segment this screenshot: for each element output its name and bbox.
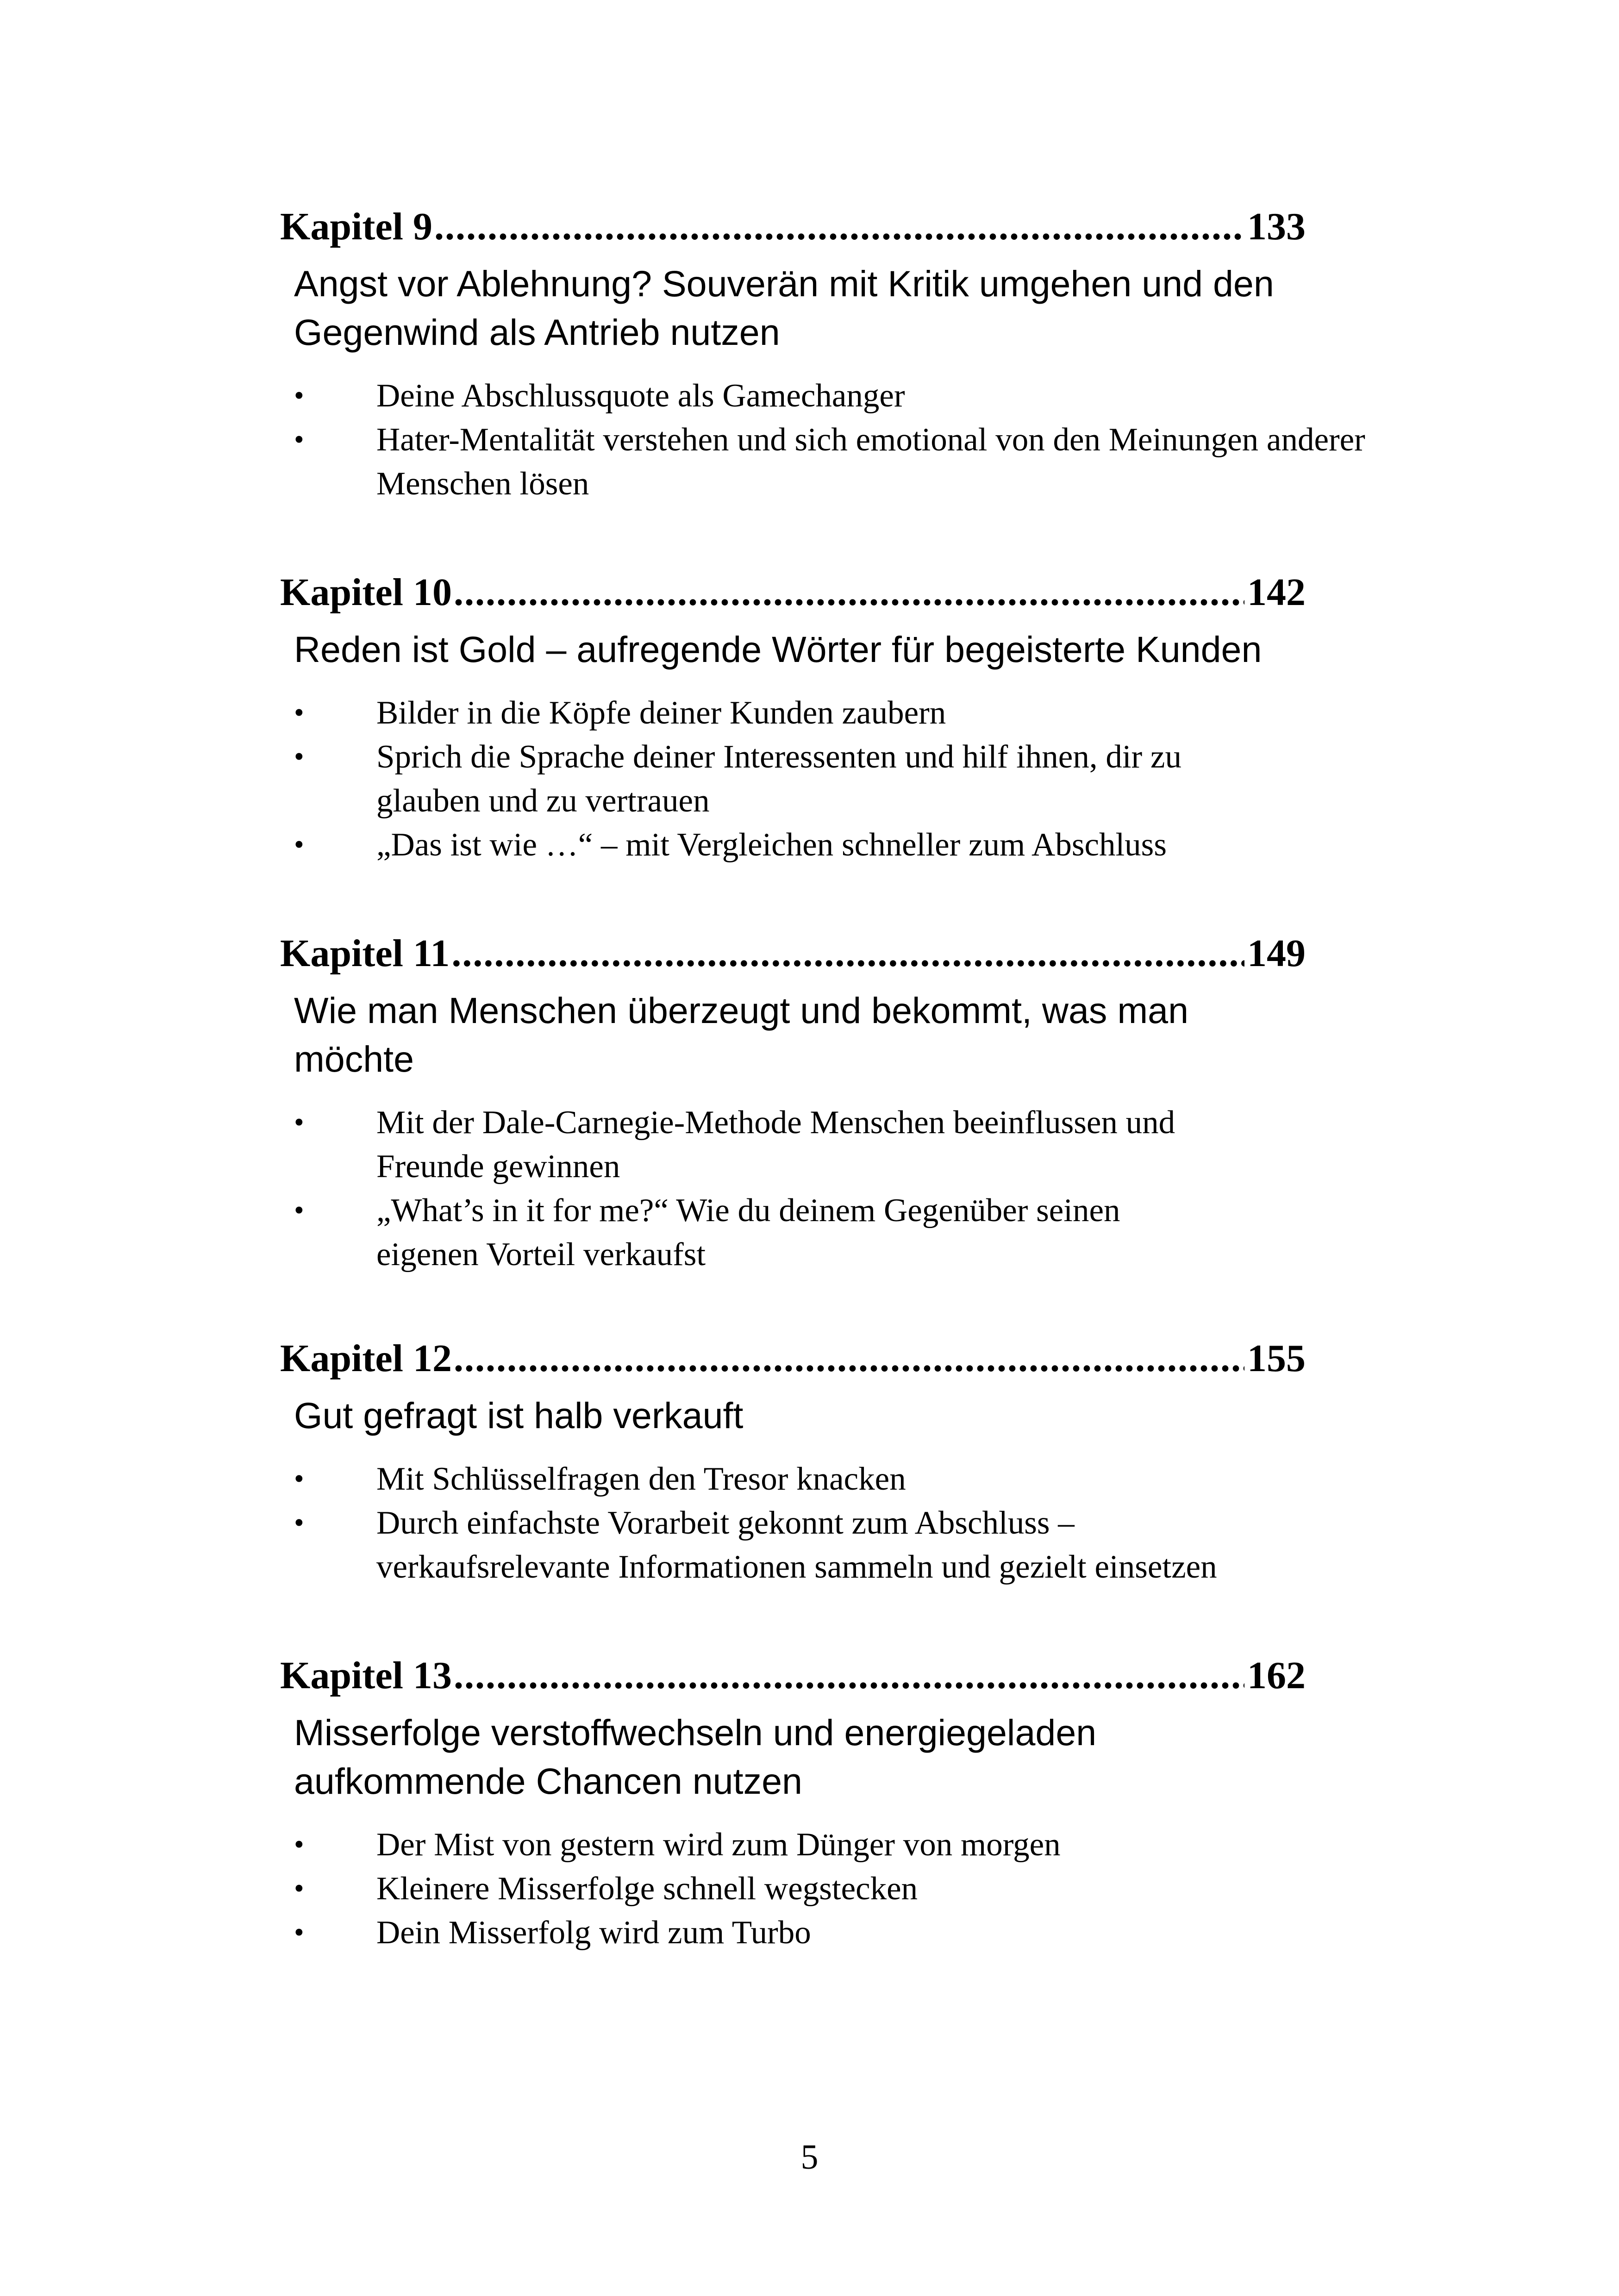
chapter-subtitle: [294, 1708, 1289, 1805]
chapter-subtitle: [294, 986, 1289, 1083]
topic-text-line: Dein Misserfolg wird zum Turbo: [376, 1915, 811, 1951]
topic-text-line: Sprich die Sprache deiner Interessenten und hilf ihnen, dir zu: [376, 739, 1181, 775]
chapter-subtitle-line: Gegenwind als Antrieb nutzen: [294, 312, 780, 353]
topic-text-line: Deine Abschlussquote als Gamechanger: [376, 378, 905, 414]
toc-chapter: [280, 1653, 1465, 1955]
chapter-page-number: 142: [1247, 571, 1306, 614]
chapter-topic-list: [294, 1457, 1465, 1589]
toc-chapter: [280, 930, 1465, 1277]
topic-text-line: Durch einfachste Vorarbeit gekonnt zum Abschluss –: [376, 1505, 1075, 1541]
bullet-icon: •: [294, 1829, 304, 1860]
topic-text-line: Kleinere Misserfolge schnell wegstecken: [376, 1871, 918, 1907]
page-number: 5: [800, 2138, 819, 2177]
topic-list-item: [294, 1867, 1441, 1911]
topic-list-item: [294, 418, 1441, 506]
chapter-heading: [280, 1653, 1306, 1699]
chapter-subtitle-line: Reden ist Gold – aufregende Wörter für begeisterte Kunden: [294, 629, 1262, 670]
chapter-subtitle-line: Angst vor Ablehnung? Souverän mit Kritik umgehen und den: [294, 263, 1274, 304]
dot-leader: [451, 930, 1244, 977]
chapter-subtitle: [294, 1391, 1289, 1440]
chapter-topic-list: [294, 374, 1465, 506]
bullet-icon: •: [294, 380, 304, 412]
chapter-subtitle-line: aufkommende Chancen nutzen: [294, 1760, 802, 1802]
dot-leader: [434, 204, 1244, 250]
topic-text-line: eigenen Vorteil verkaufst: [376, 1236, 706, 1273]
topic-list-item: [294, 374, 1441, 418]
chapter-subtitle-line: möchte: [294, 1038, 414, 1079]
topic-list-item: [294, 1501, 1441, 1589]
topic-text-line: Bilder in die Köpfe deiner Kunden zaubern: [376, 695, 946, 731]
chapter-label: Kapitel 10: [280, 571, 452, 614]
dot-leader: [454, 1653, 1244, 1699]
chapter-topic-list: [294, 1101, 1465, 1277]
dot-leader: [454, 1335, 1244, 1382]
bullet-icon: •: [294, 1463, 304, 1495]
bullet-icon: •: [294, 1107, 304, 1138]
chapter-subtitle-line: Wie man Menschen überzeugt und bekommt, was man: [294, 990, 1189, 1031]
chapter-topic-list: [294, 1823, 1465, 1955]
chapter-subtitle-line: Misserfolge verstoffwechseln und energiegeladen: [294, 1712, 1097, 1753]
bullet-icon: •: [294, 829, 304, 861]
bullet-icon: •: [294, 697, 304, 729]
topic-list-item: [294, 1189, 1441, 1277]
chapter-heading: [280, 930, 1306, 977]
chapter-label: Kapitel 11: [280, 932, 450, 975]
topic-text-line: Freunde gewinnen: [376, 1148, 620, 1185]
chapter-page-number: 162: [1247, 1654, 1306, 1697]
topic-list-item: [294, 1101, 1441, 1189]
chapter-heading: [280, 1335, 1306, 1382]
topic-list-item: [294, 691, 1441, 735]
chapter-subtitle-line: Gut gefragt ist halb verkauft: [294, 1395, 744, 1436]
topic-list-item: [294, 1457, 1441, 1501]
chapter-page-number: 155: [1247, 1337, 1306, 1380]
topic-text-line: Hater-Mentalität verstehen und sich emotional von den Meinungen anderer: [376, 422, 1365, 458]
bullet-icon: •: [294, 1195, 304, 1226]
topic-text-line: „Das ist wie …“ – mit Vergleichen schneller zum Abschluss: [376, 827, 1167, 863]
bullet-icon: •: [294, 1873, 304, 1904]
chapter-heading: [280, 204, 1306, 250]
bullet-icon: •: [294, 1507, 304, 1539]
topic-text-line: Der Mist von gestern wird zum Dünger von morgen: [376, 1827, 1061, 1863]
topic-text-line: „What’s in it for me?“ Wie du deinem Gegenüber seinen: [376, 1192, 1120, 1229]
toc-chapter: [280, 569, 1465, 867]
topic-list-item: [294, 1823, 1441, 1867]
chapter-page-number: 149: [1247, 932, 1306, 975]
topic-list-item: [294, 735, 1441, 823]
chapter-label: Kapitel 13: [280, 1654, 452, 1697]
topic-text-line: verkaufsrelevante Informationen sammeln und gezielt einsetzen: [376, 1549, 1217, 1585]
chapter-subtitle: [294, 625, 1289, 674]
chapter-label: Kapitel 12: [280, 1337, 452, 1380]
toc-chapter: [280, 1335, 1465, 1589]
topic-list-item: [294, 823, 1441, 867]
topic-text-line: glauben und zu vertrauen: [376, 783, 710, 819]
topic-text-line: Mit der Dale-Carnegie-Methode Menschen beeinflussen und: [376, 1104, 1175, 1141]
toc-chapter: [280, 204, 1465, 506]
bullet-icon: •: [294, 424, 304, 455]
bullet-icon: •: [294, 741, 304, 773]
chapter-topic-list: [294, 691, 1465, 867]
chapter-heading: [280, 569, 1306, 616]
topic-text-line: Menschen lösen: [376, 466, 589, 502]
chapter-subtitle: [294, 259, 1289, 356]
topic-list-item: [294, 1911, 1441, 1955]
chapter-page-number: 133: [1247, 205, 1306, 248]
chapter-label: Kapitel 9: [280, 205, 432, 248]
topic-text-line: Mit Schlüsselfragen den Tresor knacken: [376, 1461, 906, 1497]
dot-leader: [454, 569, 1244, 616]
bullet-icon: •: [294, 1917, 304, 1948]
